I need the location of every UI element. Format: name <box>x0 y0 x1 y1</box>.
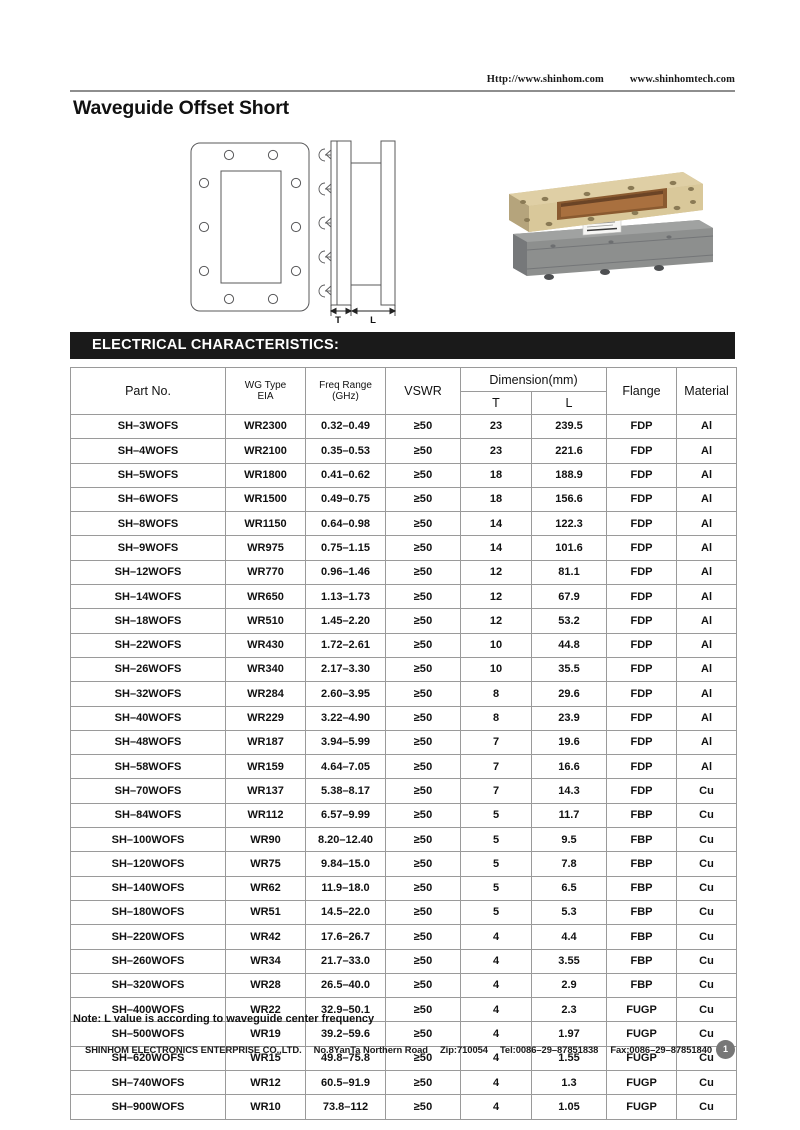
cell-material: Cu <box>677 1022 737 1046</box>
cell-freq-range: 5.38–8.17 <box>306 779 386 803</box>
cell-dim-t: 5 <box>461 803 532 827</box>
cell-flange: FUGP <box>607 998 677 1022</box>
table-row <box>71 487 737 511</box>
cell-part-no: SH–70WOFS <box>71 779 226 803</box>
specification-table <box>70 367 737 1120</box>
cell-dim-l: 1.05 <box>532 1095 607 1119</box>
cell-dim-l: 188.9 <box>532 463 607 487</box>
cell-part-no: SH–320WOFS <box>71 973 226 997</box>
cell-dim-l: 4.4 <box>532 925 607 949</box>
cell-dim-l: 29.6 <box>532 682 607 706</box>
table-row <box>71 585 737 609</box>
cell-flange: FDP <box>607 585 677 609</box>
cell-dim-t: 7 <box>461 730 532 754</box>
cell-dim-l: 16.6 <box>532 755 607 779</box>
cell-dim-l: 2.3 <box>532 998 607 1022</box>
cell-flange: FUGP <box>607 1022 677 1046</box>
table-row <box>71 1071 737 1095</box>
cell-flange: FDP <box>607 609 677 633</box>
cell-wg-type: WR51 <box>226 900 306 924</box>
cell-part-no: SH–14WOFS <box>71 585 226 609</box>
cell-part-no: SH–3WOFS <box>71 415 226 439</box>
header-dim-t: T <box>461 392 532 415</box>
cell-material: Al <box>677 706 737 730</box>
cell-dim-l: 101.6 <box>532 536 607 560</box>
cell-wg-type: WR137 <box>226 779 306 803</box>
cell-dim-l: 81.1 <box>532 560 607 584</box>
cell-flange: FUGP <box>607 1071 677 1095</box>
cell-part-no: SH–4WOFS <box>71 439 226 463</box>
cell-wg-type: WR510 <box>226 609 306 633</box>
cell-part-no: SH–40WOFS <box>71 706 226 730</box>
cell-dim-t: 18 <box>461 487 532 511</box>
cell-material: Al <box>677 633 737 657</box>
website-link-secondary[interactable]: www.shinhomtech.com <box>629 74 735 85</box>
cell-wg-type: WR90 <box>226 828 306 852</box>
table-row <box>71 828 737 852</box>
cell-freq-range: 11.9–18.0 <box>306 876 386 900</box>
cell-vswr: ≥50 <box>386 803 461 827</box>
cell-wg-type: WR15 <box>226 1046 306 1070</box>
dim-label-l: L <box>370 315 376 323</box>
cell-wg-type: WR975 <box>226 536 306 560</box>
cell-material: Cu <box>677 973 737 997</box>
footer-company: SHINHOM ELECTRONICS ENTERPRISE CO.,LTD. <box>85 1044 302 1055</box>
cell-dim-t: 4 <box>461 1046 532 1070</box>
cell-dim-l: 9.5 <box>532 828 607 852</box>
cell-dim-t: 10 <box>461 657 532 681</box>
cell-part-no: SH–140WOFS <box>71 876 226 900</box>
cell-freq-range: 0.35–0.53 <box>306 439 386 463</box>
header-dimension: Dimension(mm) <box>461 368 607 392</box>
cell-dim-t: 4 <box>461 998 532 1022</box>
cell-wg-type: WR19 <box>226 1022 306 1046</box>
cell-vswr: ≥50 <box>386 730 461 754</box>
cell-dim-l: 11.7 <box>532 803 607 827</box>
cell-material: Cu <box>677 998 737 1022</box>
cell-part-no: SH–6WOFS <box>71 487 226 511</box>
cell-flange: FDP <box>607 755 677 779</box>
cell-vswr: ≥50 <box>386 1046 461 1070</box>
cell-dim-t: 8 <box>461 706 532 730</box>
cell-dim-l: 156.6 <box>532 487 607 511</box>
cell-part-no: SH–26WOFS <box>71 657 226 681</box>
cell-material: Al <box>677 415 737 439</box>
cell-part-no: SH–180WOFS <box>71 900 226 924</box>
cell-material: Al <box>677 755 737 779</box>
table-row <box>71 876 737 900</box>
cell-dim-t: 12 <box>461 560 532 584</box>
cell-flange: FDP <box>607 560 677 584</box>
cell-flange: FUGP <box>607 1046 677 1070</box>
cell-flange: FDP <box>607 512 677 536</box>
cell-flange: FDP <box>607 706 677 730</box>
cell-vswr: ≥50 <box>386 609 461 633</box>
cell-material: Al <box>677 585 737 609</box>
cell-dim-l: 67.9 <box>532 585 607 609</box>
cell-vswr: ≥50 <box>386 1095 461 1119</box>
cell-flange: FDP <box>607 487 677 511</box>
cell-part-no: SH–58WOFS <box>71 755 226 779</box>
cell-part-no: SH–5WOFS <box>71 463 226 487</box>
cell-dim-t: 5 <box>461 852 532 876</box>
table-row <box>71 949 737 973</box>
cell-material: Cu <box>677 949 737 973</box>
cell-dim-t: 5 <box>461 900 532 924</box>
cell-wg-type: WR650 <box>226 585 306 609</box>
cell-part-no: SH–900WOFS <box>71 1095 226 1119</box>
cell-dim-l: 3.55 <box>532 949 607 973</box>
cell-wg-type: WR75 <box>226 852 306 876</box>
cell-dim-l: 14.3 <box>532 779 607 803</box>
table-row <box>71 439 737 463</box>
cell-wg-type: WR12 <box>226 1071 306 1095</box>
cell-flange: FBP <box>607 852 677 876</box>
footer-address: No.8YanTa Northern Road <box>313 1044 428 1055</box>
technical-drawing <box>185 133 410 323</box>
cell-dim-t: 12 <box>461 585 532 609</box>
cell-freq-range: 3.22–4.90 <box>306 706 386 730</box>
table-header-row-1 <box>71 368 737 392</box>
cell-material: Al <box>677 560 737 584</box>
cell-dim-l: 239.5 <box>532 415 607 439</box>
cell-material: Cu <box>677 828 737 852</box>
cell-wg-type: WR2100 <box>226 439 306 463</box>
page-footer <box>70 1040 735 1064</box>
cell-flange: FBP <box>607 876 677 900</box>
header-part-no: Part No. <box>71 368 226 415</box>
page-title: Waveguide Offset Short <box>73 97 289 119</box>
cell-freq-range: 60.5–91.9 <box>306 1071 386 1095</box>
cell-vswr: ≥50 <box>386 973 461 997</box>
cell-dim-t: 4 <box>461 1022 532 1046</box>
cell-dim-l: 7.8 <box>532 852 607 876</box>
cell-flange: FDP <box>607 439 677 463</box>
cell-wg-type: WR112 <box>226 803 306 827</box>
cell-part-no: SH–32WOFS <box>71 682 226 706</box>
cell-vswr: ≥50 <box>386 439 461 463</box>
cell-part-no: SH–400WOFS <box>71 998 226 1022</box>
cell-dim-l: 122.3 <box>532 512 607 536</box>
cell-vswr: ≥50 <box>386 828 461 852</box>
cell-flange: FDP <box>607 682 677 706</box>
cell-dim-t: 14 <box>461 512 532 536</box>
cell-dim-t: 4 <box>461 925 532 949</box>
cell-dim-l: 1.55 <box>532 1046 607 1070</box>
header-vswr: VSWR <box>386 368 461 415</box>
cell-part-no: SH–100WOFS <box>71 828 226 852</box>
table-row <box>71 900 737 924</box>
table-row <box>71 803 737 827</box>
cell-material: Cu <box>677 1071 737 1095</box>
cell-freq-range: 32.9–50.1 <box>306 998 386 1022</box>
cell-part-no: SH–18WOFS <box>71 609 226 633</box>
table-row <box>71 657 737 681</box>
cell-flange: FBP <box>607 925 677 949</box>
cell-vswr: ≥50 <box>386 633 461 657</box>
cell-freq-range: 1.72–2.61 <box>306 633 386 657</box>
cell-wg-type: WR1500 <box>226 487 306 511</box>
cell-dim-l: 44.8 <box>532 633 607 657</box>
cell-vswr: ≥50 <box>386 657 461 681</box>
cell-flange: FBP <box>607 973 677 997</box>
cell-vswr: ≥50 <box>386 560 461 584</box>
cell-dim-t: 4 <box>461 1095 532 1119</box>
cell-freq-range: 0.64–0.98 <box>306 512 386 536</box>
cell-wg-type: WR430 <box>226 633 306 657</box>
cell-dim-t: 7 <box>461 779 532 803</box>
cell-freq-range: 49.8–75.8 <box>306 1046 386 1070</box>
table-row <box>71 609 737 633</box>
table-header <box>71 368 737 415</box>
cell-part-no: SH–260WOFS <box>71 949 226 973</box>
table-row <box>71 512 737 536</box>
cell-material: Cu <box>677 900 737 924</box>
cell-material: Cu <box>677 1046 737 1070</box>
cell-part-no: SH–84WOFS <box>71 803 226 827</box>
header-freq-range-line2: (GHz) <box>332 391 359 402</box>
cell-flange: FBP <box>607 900 677 924</box>
cell-dim-l: 1.3 <box>532 1071 607 1095</box>
cell-part-no: SH–740WOFS <box>71 1071 226 1095</box>
cell-vswr: ≥50 <box>386 706 461 730</box>
cell-part-no: SH–48WOFS <box>71 730 226 754</box>
cell-freq-range: 0.96–1.46 <box>306 560 386 584</box>
cell-flange: FDP <box>607 463 677 487</box>
cell-flange: FDP <box>607 633 677 657</box>
cell-material: Al <box>677 463 737 487</box>
cell-vswr: ≥50 <box>386 998 461 1022</box>
footer-fax: Fax:0086–29–87851840 <box>610 1044 713 1055</box>
cell-wg-type: WR10 <box>226 1095 306 1119</box>
cell-vswr: ≥50 <box>386 512 461 536</box>
header-freq-range-line1: Freq Range <box>319 379 372 391</box>
cell-dim-t: 23 <box>461 439 532 463</box>
header-links <box>70 74 735 85</box>
cell-vswr: ≥50 <box>386 900 461 924</box>
cell-dim-l: 5.3 <box>532 900 607 924</box>
cell-vswr: ≥50 <box>386 585 461 609</box>
table-row <box>71 706 737 730</box>
cell-dim-t: 23 <box>461 415 532 439</box>
cell-material: Al <box>677 512 737 536</box>
table-row <box>71 925 737 949</box>
cell-flange: FDP <box>607 730 677 754</box>
header-dim-l: L <box>532 392 607 415</box>
table-row <box>71 755 737 779</box>
header-wg-type <box>226 368 306 415</box>
cell-vswr: ≥50 <box>386 487 461 511</box>
cell-flange: FBP <box>607 949 677 973</box>
cell-flange: FUGP <box>607 1095 677 1119</box>
cell-vswr: ≥50 <box>386 925 461 949</box>
cell-wg-type: WR62 <box>226 876 306 900</box>
cell-material: Cu <box>677 1095 737 1119</box>
cell-part-no: SH–120WOFS <box>71 852 226 876</box>
cell-dim-l: 2.9 <box>532 973 607 997</box>
cell-freq-range: 4.64–7.05 <box>306 755 386 779</box>
cell-wg-type: WR22 <box>226 998 306 1022</box>
cell-material: Al <box>677 730 737 754</box>
dim-label-t: T <box>335 315 341 323</box>
cell-wg-type: WR1150 <box>226 512 306 536</box>
cell-freq-range: 0.41–0.62 <box>306 463 386 487</box>
cell-wg-type: WR42 <box>226 925 306 949</box>
cell-material: Cu <box>677 876 737 900</box>
cell-dim-t: 8 <box>461 682 532 706</box>
cell-freq-range: 39.2–59.6 <box>306 1022 386 1046</box>
cell-freq-range: 17.6–26.7 <box>306 925 386 949</box>
footer-contact-line <box>85 1044 712 1055</box>
cell-vswr: ≥50 <box>386 876 461 900</box>
cell-dim-l: 53.2 <box>532 609 607 633</box>
table-row <box>71 973 737 997</box>
table-row <box>71 633 737 657</box>
table-row <box>71 682 737 706</box>
cell-vswr: ≥50 <box>386 1022 461 1046</box>
cell-dim-t: 4 <box>461 973 532 997</box>
cell-freq-range: 2.60–3.95 <box>306 682 386 706</box>
cell-dim-l: 19.6 <box>532 730 607 754</box>
cell-freq-range: 0.75–1.15 <box>306 536 386 560</box>
cell-flange: FBP <box>607 803 677 827</box>
cell-part-no: SH–9WOFS <box>71 536 226 560</box>
cell-freq-range: 1.45–2.20 <box>306 609 386 633</box>
drawing-svg <box>185 133 410 323</box>
cell-wg-type: WR28 <box>226 973 306 997</box>
cell-vswr: ≥50 <box>386 852 461 876</box>
cell-part-no: SH–620WOFS <box>71 1046 226 1070</box>
cell-freq-range: 9.84–15.0 <box>306 852 386 876</box>
cell-material: Cu <box>677 779 737 803</box>
cell-wg-type: WR284 <box>226 682 306 706</box>
cell-part-no: SH–12WOFS <box>71 560 226 584</box>
table-row <box>71 1095 737 1119</box>
table-row <box>71 536 737 560</box>
cell-wg-type: WR2300 <box>226 415 306 439</box>
cell-material: Al <box>677 536 737 560</box>
product-photo-svg <box>487 158 725 290</box>
cell-freq-range: 73.8–112 <box>306 1095 386 1119</box>
cell-dim-l: 221.6 <box>532 439 607 463</box>
table-row <box>71 415 737 439</box>
cell-flange: FBP <box>607 828 677 852</box>
cell-material: Al <box>677 609 737 633</box>
cell-freq-range: 21.7–33.0 <box>306 949 386 973</box>
cell-freq-range: 0.32–0.49 <box>306 415 386 439</box>
cell-freq-range: 26.5–40.0 <box>306 973 386 997</box>
footer-zip: Zip:710054 <box>439 1044 488 1055</box>
cell-vswr: ≥50 <box>386 536 461 560</box>
cell-freq-range: 0.49–0.75 <box>306 487 386 511</box>
cell-material: Cu <box>677 852 737 876</box>
cell-dim-t: 10 <box>461 633 532 657</box>
cell-material: Cu <box>677 803 737 827</box>
header-flange: Flange <box>607 368 677 415</box>
table-note: Note: L value is according to waveguide center frequency <box>73 1013 375 1025</box>
cell-wg-type: WR187 <box>226 730 306 754</box>
cell-part-no: SH–8WOFS <box>71 512 226 536</box>
footer-tel: Tel:0086–29–87851838 <box>499 1044 599 1055</box>
page-number-badge: 1 <box>716 1040 735 1059</box>
header-freq-range <box>306 368 386 415</box>
cell-freq-range: 3.94–5.99 <box>306 730 386 754</box>
header-wg-type-line2: EIA <box>257 391 274 402</box>
table-row <box>71 560 737 584</box>
cell-wg-type: WR1800 <box>226 463 306 487</box>
cell-wg-type: WR770 <box>226 560 306 584</box>
cell-freq-range: 1.13–1.73 <box>306 585 386 609</box>
header-divider <box>70 90 735 92</box>
cell-dim-t: 7 <box>461 755 532 779</box>
cell-flange: FDP <box>607 536 677 560</box>
cell-freq-range: 6.57–9.99 <box>306 803 386 827</box>
spec-table-container <box>70 367 736 1120</box>
cell-material: Al <box>677 487 737 511</box>
cell-vswr: ≥50 <box>386 779 461 803</box>
cell-wg-type: WR340 <box>226 657 306 681</box>
table-row <box>71 463 737 487</box>
cell-dim-l: 1.97 <box>532 1022 607 1046</box>
table-row <box>71 730 737 754</box>
cell-wg-type: WR34 <box>226 949 306 973</box>
cell-vswr: ≥50 <box>386 682 461 706</box>
cell-dim-t: 5 <box>461 876 532 900</box>
cell-flange: FDP <box>607 657 677 681</box>
cell-dim-t: 14 <box>461 536 532 560</box>
cell-dim-t: 5 <box>461 828 532 852</box>
cell-vswr: ≥50 <box>386 1071 461 1095</box>
cell-part-no: SH–220WOFS <box>71 925 226 949</box>
cell-part-no: SH–22WOFS <box>71 633 226 657</box>
cell-freq-range: 14.5–22.0 <box>306 900 386 924</box>
cell-freq-range: 2.17–3.30 <box>306 657 386 681</box>
cell-dim-t: 4 <box>461 949 532 973</box>
cell-dim-t: 18 <box>461 463 532 487</box>
cell-dim-l: 6.5 <box>532 876 607 900</box>
header-wg-type-line1: WG Type <box>244 379 287 391</box>
header-material: Material <box>677 368 737 415</box>
cell-vswr: ≥50 <box>386 949 461 973</box>
cell-dim-t: 4 <box>461 1071 532 1095</box>
cell-dim-l: 35.5 <box>532 657 607 681</box>
cell-freq-range: 8.20–12.40 <box>306 828 386 852</box>
cell-vswr: ≥50 <box>386 755 461 779</box>
product-photo <box>487 158 725 290</box>
cell-dim-t: 12 <box>461 609 532 633</box>
cell-flange: FDP <box>607 779 677 803</box>
cell-material: Al <box>677 682 737 706</box>
cell-part-no: SH–500WOFS <box>71 1022 226 1046</box>
cell-wg-type: WR229 <box>226 706 306 730</box>
cell-vswr: ≥50 <box>386 463 461 487</box>
cell-material: Al <box>677 439 737 463</box>
electrical-characteristics-banner <box>70 332 735 359</box>
cell-vswr: ≥50 <box>386 415 461 439</box>
cell-material: Al <box>677 657 737 681</box>
table-row <box>71 779 737 803</box>
cell-material: Cu <box>677 925 737 949</box>
cell-flange: FDP <box>607 415 677 439</box>
cell-dim-l: 23.9 <box>532 706 607 730</box>
table-row <box>71 852 737 876</box>
cell-wg-type: WR159 <box>226 755 306 779</box>
section-banner-label: ELECTRICAL CHARACTERISTICS: <box>92 337 340 353</box>
website-link-primary[interactable]: Http://www.shinhom.com <box>486 74 604 85</box>
